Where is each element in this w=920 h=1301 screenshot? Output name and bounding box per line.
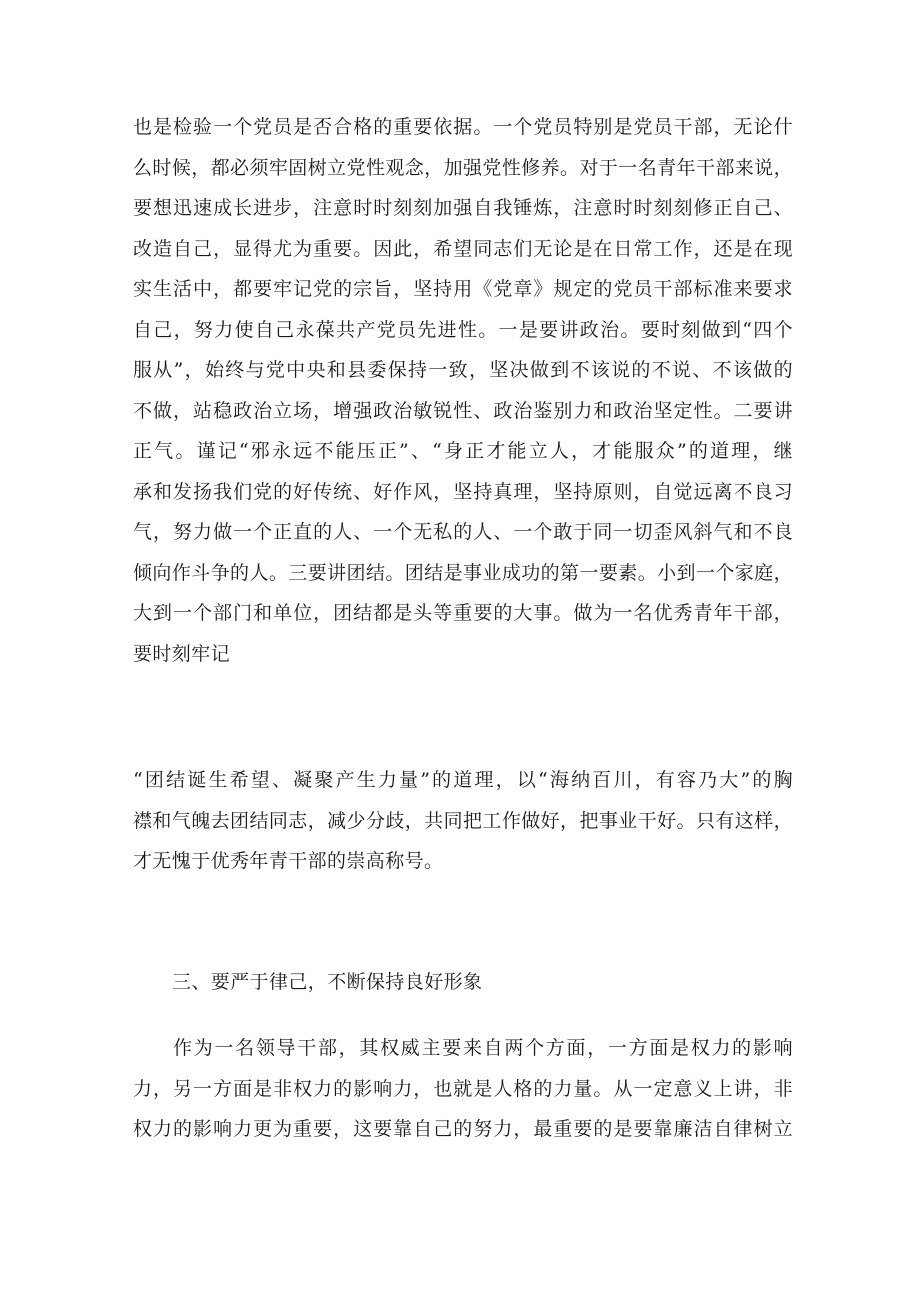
text-line: 不做，站稳政治立场，增强政治敏锐性、政治鉴别力和政治坚定性。二要讲 — [133, 399, 793, 422]
paragraph-unity — [133, 760, 793, 882]
section-heading: 三、要严于律己，不断保持良好形象 — [172, 971, 483, 993]
text-line: 气，努力做一个正直的人、一个无私的人、一个敢于同一切歪风斜气和不良 — [133, 521, 793, 543]
text-line: 么时候，都必须牢固树立党性观念，加强党性修养。对于一名青年干部来说， — [133, 156, 793, 179]
text-line: 襟和气魄去团结同志，减少分歧，共同把工作做好，把事业干好。只有这样， — [133, 809, 793, 832]
text-line: 要想迅速成长进步，注意时时刻刻加强自我锤炼，注意时时刻刻修正自己、 — [133, 197, 793, 219]
text-line: “团结诞生希望、凝聚产生力量”的道理，以“海纳百川，有容乃大”的胸 — [133, 769, 793, 791]
text-line: 作为一名领导干部，其权威主要来自两个方面，一方面是权力的影响 — [173, 1037, 793, 1059]
text-line: 承和发扬我们党的好传统、好作风，坚持真理，坚持原则，自觉远离不良习 — [133, 480, 793, 503]
text-line: 服从”，始终与党中央和县委保持一致，坚决做到不该说的不说、不该做的 — [133, 359, 793, 381]
text-line: 力，另一方面是非权力的影响力，也就是人格的力量。从一定意义上讲，非 — [133, 1077, 793, 1100]
text-line: 倾向作斗争的人。三要讲团结。团结是事业成功的第一要素。小到一个家庭， — [133, 561, 793, 584]
text-line: 权力的影响力更为重要，这要靠自己的努力，最重要的是要靠廉洁自律树立 — [133, 1118, 793, 1140]
text-line: 也是检验一个党员是否合格的重要依据。一个党员特别是党员干部，无论什 — [133, 116, 793, 138]
paragraph-party-spirit — [133, 107, 793, 674]
paragraph-authority — [133, 1028, 793, 1150]
text-line: 才无愧于优秀年青干部的崇高称号。 — [133, 850, 444, 872]
text-line: 改造自己，显得尤为重要。因此，希望同志们无论是在日常工作，还是在现 — [133, 237, 793, 260]
text-line: 大到一个部门和单位，团结都是头等重要的大事。做为一名优秀青年干部， — [133, 602, 793, 624]
text-line: 要时刻牢记 — [133, 642, 231, 665]
text-line: 正气。谨记“邪永远不能压正”、“身正才能立人，才能服众”的道理，继 — [133, 440, 793, 462]
text-line: 实生活中，都要牢记党的宗旨，坚持用《党章》规定的党员干部标准来要求 — [133, 278, 793, 300]
text-line: 自己，努力使自己永葆共产党员先进性。一是要讲政治。要时刻做到“四个 — [133, 318, 793, 341]
